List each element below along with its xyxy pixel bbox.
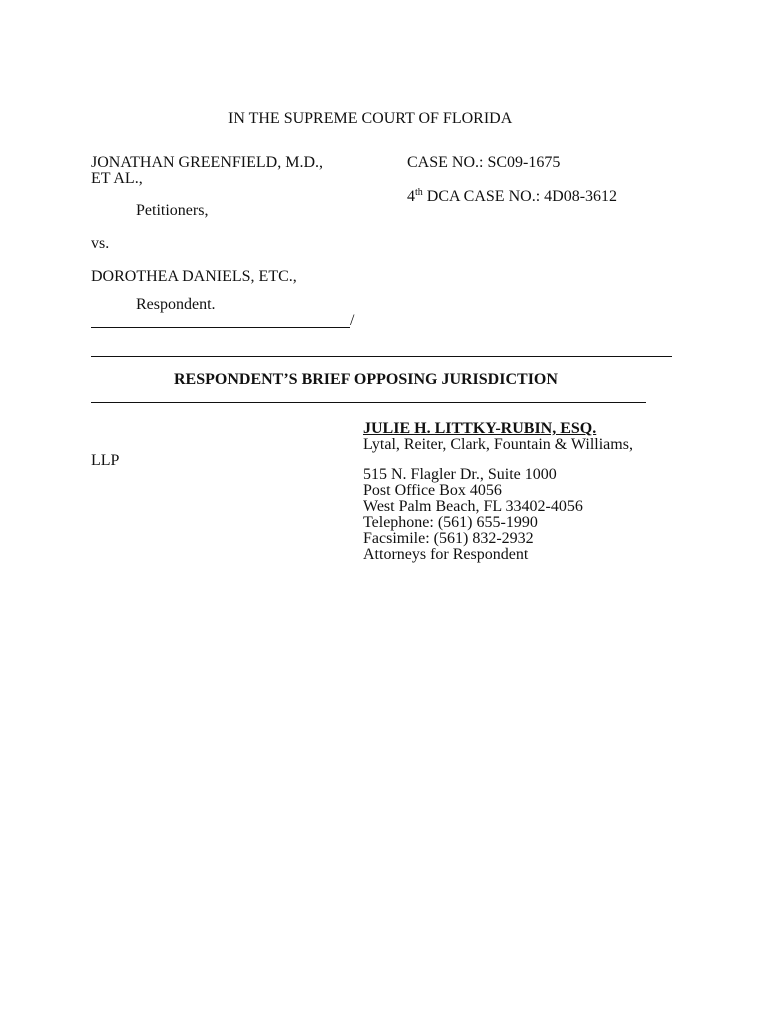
facsimile-line: Facsimile: (561) 832-2932 bbox=[363, 530, 534, 547]
attorney-name: JULIE H. LITTKY-RUBIN, ESQ. bbox=[363, 420, 597, 437]
telephone-line: Telephone: (561) 655-1990 bbox=[363, 514, 538, 531]
respondent-name: DOROTHEA DANIELS, ETC., bbox=[91, 268, 297, 285]
firm-name-line2: LLP bbox=[91, 452, 120, 469]
attorney-role: Attorneys for Respondent bbox=[363, 546, 529, 563]
caption-underline bbox=[91, 327, 350, 328]
versus-label: vs. bbox=[91, 235, 110, 252]
address-line1: 515 N. Flagler Dr., Suite 1000 bbox=[363, 466, 557, 483]
petitioner-name-line1: JONATHAN GREENFIELD, M.D., bbox=[91, 154, 323, 171]
petitioner-role: Petitioners, bbox=[136, 202, 209, 219]
dca-case-number: 4th DCA CASE NO.: 4D08-3612 bbox=[407, 187, 618, 205]
court-title: IN THE SUPREME COURT OF FLORIDA bbox=[228, 110, 513, 127]
address-line3: West Palm Beach, FL 33402-4056 bbox=[363, 498, 583, 515]
title-rule-bottom bbox=[91, 402, 646, 403]
brief-title: RESPONDENT’S BRIEF OPPOSING JURISDICTION bbox=[174, 371, 558, 388]
title-rule-top bbox=[91, 356, 672, 357]
firm-name-line1: Lytal, Reiter, Clark, Fountain & Williams, bbox=[363, 436, 633, 453]
address-line2: Post Office Box 4056 bbox=[363, 482, 502, 499]
case-number: CASE NO.: SC09-1675 bbox=[407, 154, 561, 171]
respondent-role: Respondent. bbox=[136, 296, 216, 313]
petitioner-name-line2: ET AL., bbox=[91, 170, 143, 187]
caption-slash: / bbox=[350, 312, 355, 329]
